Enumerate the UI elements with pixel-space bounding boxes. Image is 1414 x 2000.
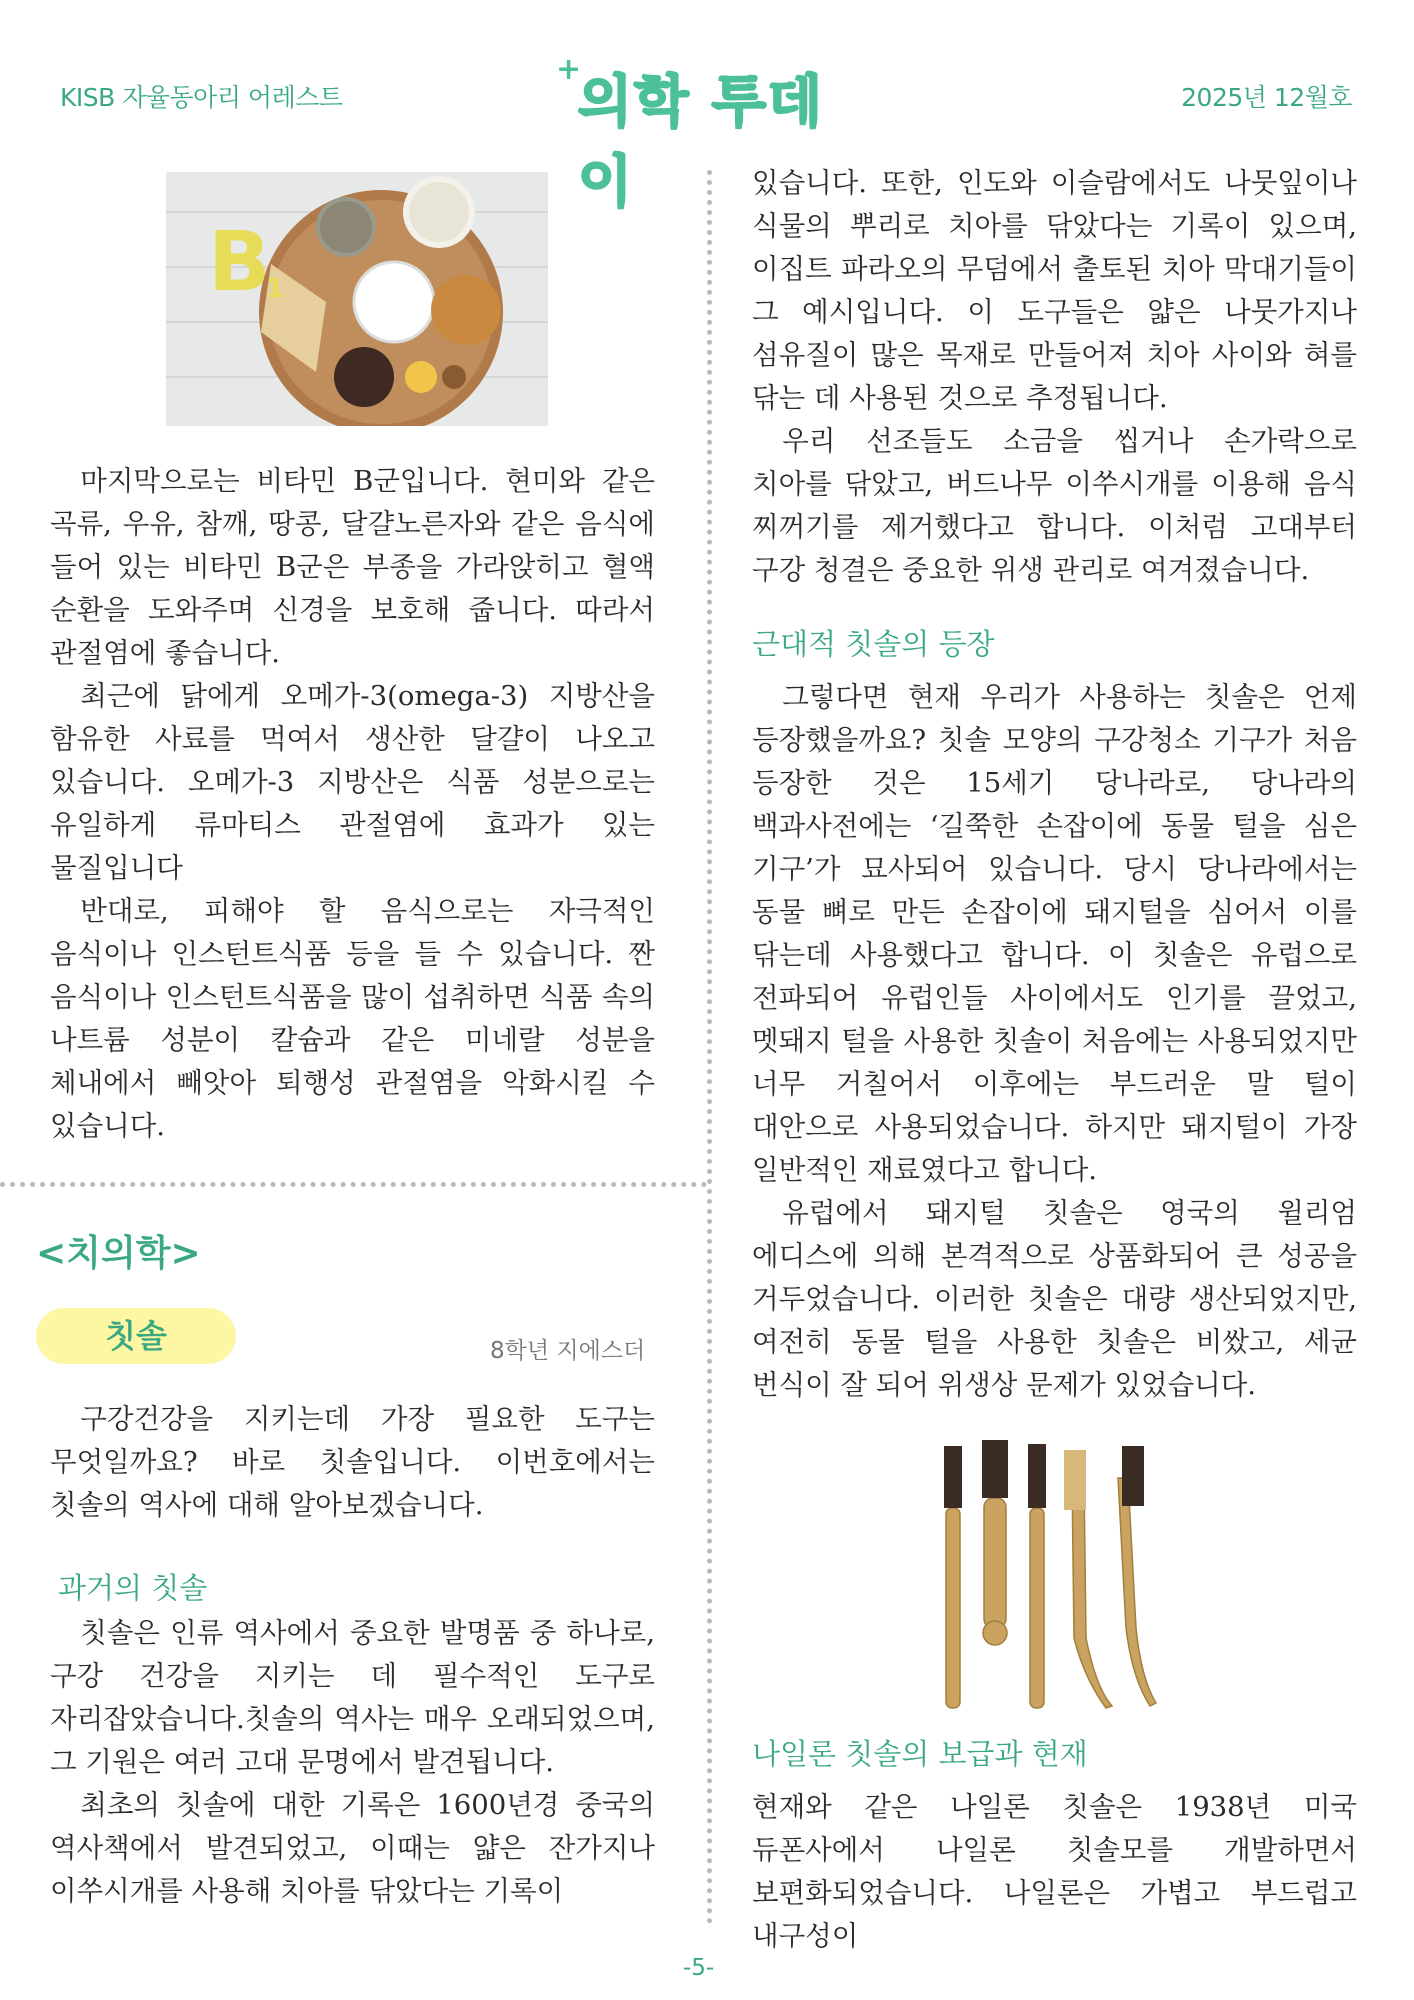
left-column-bottom bbox=[50, 1612, 655, 1913]
article-title-badge bbox=[36, 1308, 236, 1364]
issue-date: 2025년 12월호 bbox=[1181, 83, 1352, 112]
subhead-past: 과거의 칫솔 bbox=[58, 1571, 208, 1605]
paragraph: 우리 선조들도 소금을 씹거나 손가락으로 치아를 닦았고, 버드나무 이쑤시개를 이용해 음식 찌꺼기를 제거했다고 합니다. 이처럼 고대부터 구강 청결은 중요한 위생 관리로 여겨졌습니다. bbox=[752, 425, 1357, 586]
subhead-modern: 근대적 칫솔의 등장 bbox=[752, 627, 995, 661]
club-name: KISB 자율동아리 어레스트 bbox=[60, 83, 343, 112]
masthead bbox=[556, 52, 856, 215]
left-column-top bbox=[50, 460, 655, 1148]
paragraph: 있습니다. 또한, 인도와 이슬람에서도 나뭇잎이나 식물의 뿌리로 치아를 닦았다는 기록이 있으며, 이집트 파라오의 무덤에서 출토된 치아 막대기들이 그 예시입니다. 이 도구들은 얇은 나뭇가지나 섬유질이 많은 목재로 만들어져 치아 사이와 혀를 닦는 데 사용된 것으로 추정됩니다. bbox=[752, 167, 1357, 414]
paragraph: 최근에 닭에게 오메가-3(omega-3) 지방산을 함유한 사료를 먹여서 생산한 달걀이 나오고 있습니다. 오메가-3 지방산은 식품 성분으로는 유일하게 류마티스 관절염에 효과가 있는 물질입니다 bbox=[50, 680, 655, 884]
vitamin-b1-food-photo bbox=[166, 172, 548, 426]
column-divider bbox=[707, 170, 712, 1925]
paragraph: 유럽에서 돼지털 칫솔은 영국의 윌리엄 에디스에 의해 본격적으로 상품화되어 큰 성공을 거두었습니다. 이러한 칫솔은 대량 생산되었지만, 여전히 동물 털을 사용한 칫솔은 비쌌고, 세균 번식이 잘 되어 위생상 문제가 있었습니다. bbox=[752, 1197, 1357, 1401]
masthead-title: 의학 투데이 bbox=[578, 70, 824, 215]
subhead-nylon: 나일론 칫솔의 보급과 현재 bbox=[752, 1737, 1088, 1771]
paragraph: 반대로, 피해야 할 음식으로는 자극적인 음식이나 인스턴트식품 등을 들 수 있습니다. 짠 음식이나 인스턴트식품을 많이 섭취하면 식품 속의 나트륨 성분이 칼슘과 같은 미네랄 성분을 체내에서 빼앗아 퇴행성 관절염을 악화시킬 수 있습니다. bbox=[50, 895, 655, 1142]
vitamin-letter: B bbox=[208, 215, 271, 310]
section-divider bbox=[0, 1182, 707, 1187]
section-title: <치의학> bbox=[36, 1233, 201, 1274]
paragraph: 현재와 같은 나일론 칫솔은 1938년 미국 듀폰사에서 나일론 칫솔모를 개발하면서 보편화되었습니다. 나일론은 가볍고 부드럽고 내구성이 bbox=[752, 1791, 1357, 1952]
paragraph: 구강건강을 지키는데 가장 필요한 도구는 무엇일까요? 바로 칫솔입니다. 이번호에서는 칫솔의 역사에 대해 알아보겠습니다. bbox=[50, 1403, 655, 1521]
right-column-top bbox=[752, 162, 1357, 592]
paragraph: 그렇다면 현재 우리가 사용하는 칫솔은 언제 등장했을까요? 칫솔 모양의 구강청소 기구가 처음 등장한 것은 15세기 당나라로, 당나라의 백과사전에는 ‘길쭉한 손잡이에 동물 털을 심은 기구’가 묘사되어 있습니다. 당시 당나라에서는 동물 뼈로 만든 손잡이에 돼지털을 심어서 이를 닦는데 사용했다고 합니다. 이 칫솔은 유럽으로 전파되어 유럽인들 사이에서도 인기를 끌었고, 멧돼지 털을 사용한 칫솔이 처음에는 사용되었지만 너무 거칠어서 이후에는 부드러운 말 털이 대안으로 사용되었습니다. 하지만 돼지털이 가장 일반적인 재료였다고 합니다. bbox=[752, 681, 1357, 1186]
page-number: -5- bbox=[683, 1955, 715, 1981]
right-column-bottom bbox=[752, 1786, 1357, 1958]
paragraph: 최초의 칫솔에 대한 기록은 1600년경 중국의 역사책에서 발견되었고, 이때는 얇은 잔가지나 이쑤시개를 사용해 치아를 닦았다는 기록이 bbox=[50, 1789, 655, 1907]
article-title: 칫솔 bbox=[105, 1317, 167, 1355]
antique-toothbrushes-photo bbox=[936, 1438, 1164, 1716]
plus-icon: + bbox=[556, 52, 582, 87]
paragraph: 마지막으로는 비타민 B군입니다. 현미와 같은 곡류, 우유, 참깨, 땅콩, 달걀노른자와 같은 음식에 들어 있는 비타민 B군은 부종을 가라앉히고 혈액 순환을 도와주며 신경을 보호해 줍니다. 따라서 관절염에 좋습니다. bbox=[50, 465, 655, 669]
article-intro bbox=[50, 1398, 655, 1527]
author-byline: 8학년 지에스더 bbox=[490, 1338, 646, 1364]
vitamin-subscript: 1 bbox=[266, 274, 285, 304]
right-column-middle bbox=[752, 676, 1357, 1407]
paragraph: 칫솔은 인류 역사에서 중요한 발명품 중 하나로, 구강 건강을 지키는 데 필수적인 도구로 자리잡았습니다.칫솔의 역사는 매우 오래되었으며, 그 기원은 여러 고대 문명에서 발견됩니다. bbox=[50, 1617, 655, 1778]
